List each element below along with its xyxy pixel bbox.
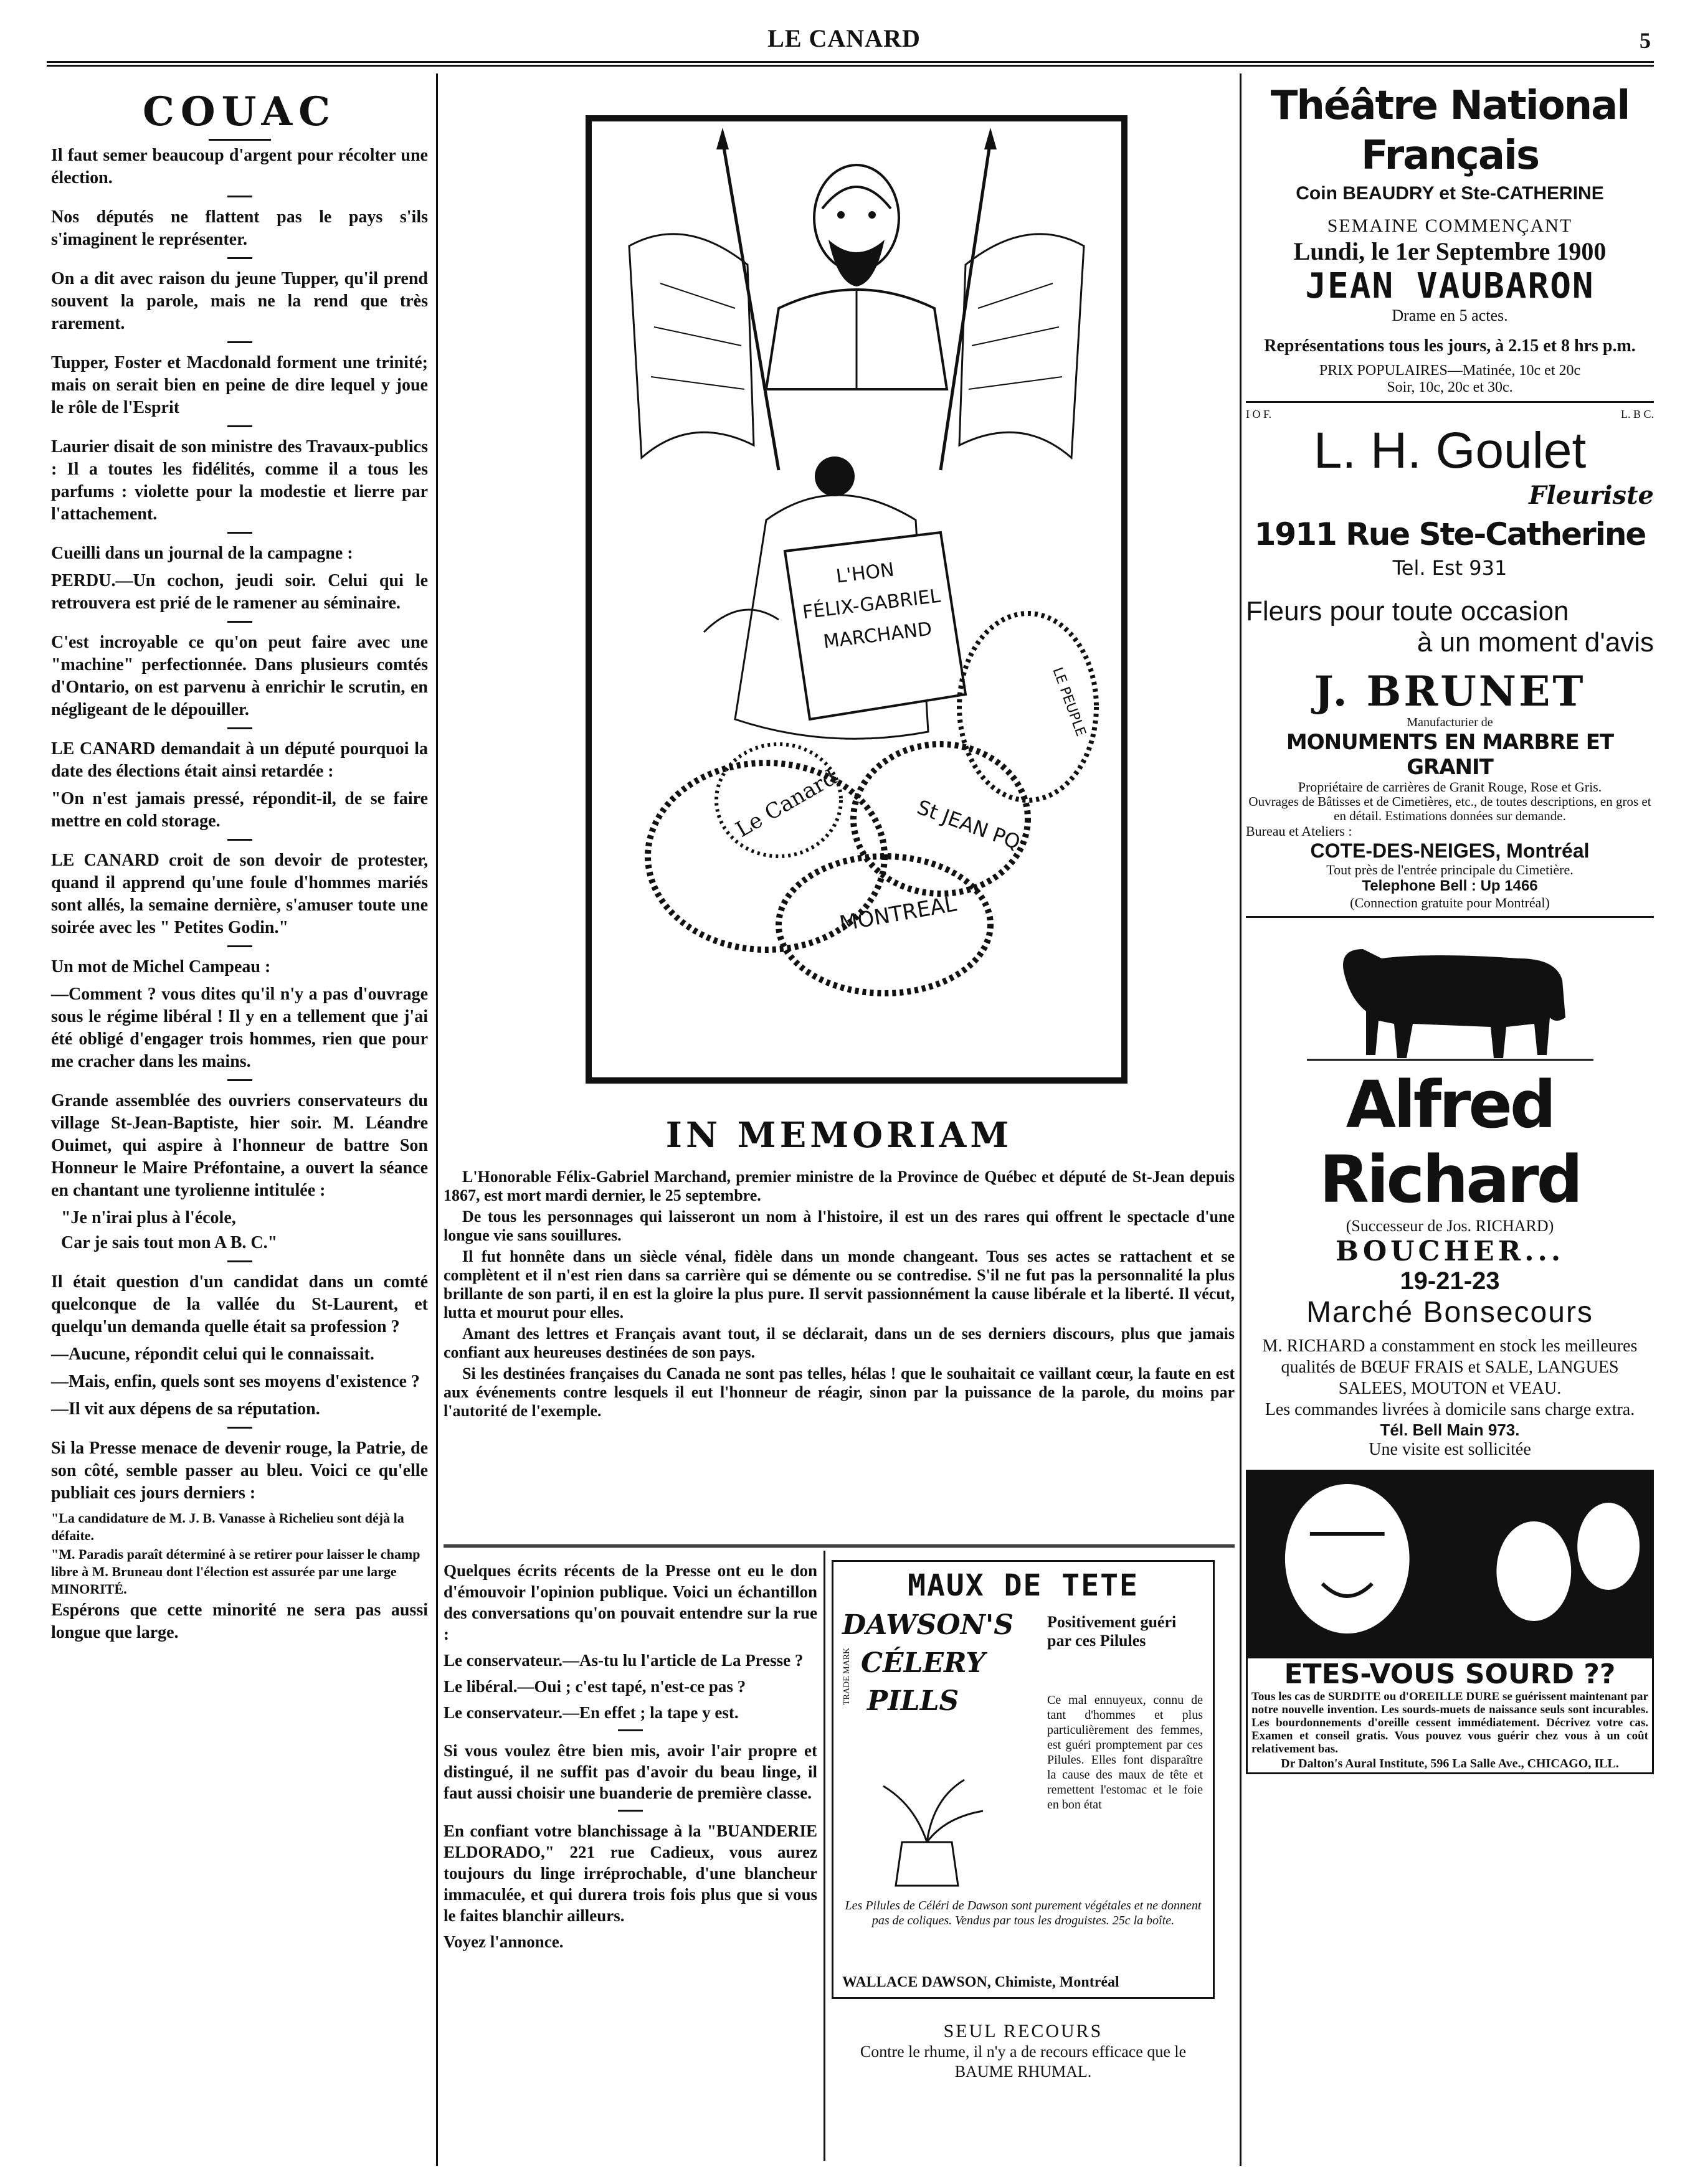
maux-claim: Positivement guéri par ces Pilules — [1047, 1613, 1177, 1650]
couac-paragraph: Si la Presse menace de devenir rouge, la Patrie, de son côté, semble passer au bleu. Voici ce qu'elle publiait ces jours derniers : — [51, 1439, 428, 1503]
couac-paragraph: —Comment ? vous dites qu'il n'y a pas d'ouvrage sous le régime libéral ! Il y en a tellement que j'ai été obligé d'engager trois hommes, rien que pour me cracher dans les mains. — [51, 985, 428, 1071]
ad-divider — [1246, 401, 1654, 403]
couac-column — [51, 81, 428, 1649]
couac-title: COUAC — [51, 88, 428, 141]
brunet-location: COTE-DES-NEIGES, Montréal — [1310, 839, 1590, 862]
page-number: 5 — [1640, 28, 1651, 53]
sourd-footer: Dr Dalton's Aural Institute, 596 La Salle Ave., CHICAGO, ILL. — [1281, 1757, 1619, 1770]
maux-headline: MAUX DE TETE — [908, 1568, 1139, 1603]
presse-paragraph: Le libéral.—Oui ; c'est tapé, n'est-ce pas ? — [444, 1677, 746, 1696]
separator-dash — [227, 341, 252, 343]
theatre-play: JEAN VAUBARON — [1305, 266, 1595, 306]
couac-song-line: Car je sais tout mon A B. C." — [61, 1233, 278, 1252]
richard-market: Marché Bonsecours — [1306, 1296, 1593, 1329]
maux-brand-line: PILLS — [867, 1685, 959, 1717]
couac-paragraph: PERDU.—Un cochon, jeudi soir. Celui qui le retrouvera est prié de le ramener au séminaire. — [51, 571, 428, 613]
presse-paragraph: En confiant votre blanchissage à la "BUANDERIE ELDORADO," 221 rue Cadieux, vous aurez toujours du linge irréprochable, d'une blancheur immaculée, et qui durera trois fois plus que si vous le faites blanchir ailleurs. — [444, 1822, 817, 1925]
memorial-title: IN MEMORIAM — [665, 1115, 1013, 1156]
brunet-detail: Propriétaire de carrières de Granit Rouge, Rose et Gris. — [1298, 779, 1602, 795]
memorial-scroll-line-2: FÉLIX-GABRIEL — [801, 585, 942, 624]
couac-citation: "M. Paradis paraît déterminé à se retirer pour laisser le champ libre à M. Bruneau dont l'élection est assurée par une large MINORITÉ. — [51, 1546, 420, 1597]
couac-citation: "La candidature de M. J. B. Vanasse à Richelieu sont déjà la défaite. — [51, 1510, 404, 1543]
brunet-detail: Ouvrages de Bâtisses et de Cimetières, etc., de toutes descriptions, en gros et en détail. Estimations données sur demande. — [1248, 794, 1651, 823]
separator-dash — [618, 1810, 643, 1812]
memorial-paragraph: Si les destinées françaises du Canada ne sont pas telles, hélas ! que le souhaitait ce vaillant cœur, la faute en est aux événements contre lesquels il eut l'honneur de réagir, sinon par la puissance de la parole, du moins par l'autorité de l'exemple. — [444, 1364, 1235, 1420]
memorial-wreath-label: Le Canard — [731, 765, 842, 843]
column-rule-right — [1240, 73, 1241, 2166]
brunet-title: Manufacturier de — [1407, 716, 1493, 729]
couac-paragraph: —Mais, enfin, quels sont ses moyens d'existence ? — [51, 1372, 420, 1391]
seul-body: Contre le rhume, il n'y a de recours efficace que le BAUME RHUMAL. — [860, 2043, 1187, 2081]
couac-paragraph: —Aucune, répondit celui qui le connaissait. — [51, 1345, 374, 1364]
memorial-wreath-label: St JEAN PQ — [914, 795, 1023, 854]
presse-paragraph: Voyez l'annonce. — [444, 1932, 564, 1951]
goulet-slogan: à un moment d'avis — [1417, 627, 1654, 658]
theatre-genre: Drame en 5 actes. — [1392, 306, 1508, 324]
separator-dash — [227, 425, 252, 427]
richard-successor: (Successeur de Jos. RICHARD) — [1346, 1217, 1554, 1235]
presse-paragraph: Quelques écrits récents de la Presse ont eu le don d'émouvoir l'opinion publique. Voici un échantillon des conversations qu'on pouvait entendre sur la rue : — [444, 1561, 817, 1643]
sourd-illustration — [1248, 1472, 1652, 1658]
goulet-slogan: Fleurs pour toute occasion — [1246, 596, 1569, 626]
separator-dash — [227, 727, 252, 729]
masthead — [37, 24, 1651, 61]
couac-paragraph: Cueilli dans un journal de la campagne : — [51, 544, 353, 563]
couac-paragraph: Nos députés ne flattent pas le pays s'ils s'imaginent le représenter. — [51, 207, 428, 249]
couac-paragraph: Tupper, Foster et Macdonald forment une trinité; mais on serait bien en peine de dire lequel y joue le rôle de l'Esprit — [51, 353, 428, 417]
presse-column — [444, 1560, 817, 1957]
memorial-ribbon-label: LE PEUPLE — [1049, 665, 1089, 739]
richard-name: Alfred Richard — [1319, 1067, 1581, 1217]
memorial-paragraph: De tous les personnages qui laisseront un nom à l'histoire, il est un des rares qui offrent le spectacle d'une longue vie sans souillures. — [444, 1208, 1235, 1244]
brunet-detail: Tout près de l'entrée principale du Cimetière. — [1326, 862, 1574, 877]
ad-divider — [1246, 916, 1654, 918]
goulet-trade: Fleuriste — [1529, 481, 1654, 510]
richard-trade: BOUCHER... — [1335, 1236, 1565, 1267]
newspaper-title: LE CANARD — [767, 24, 921, 52]
couac-paragraph: Il était question d'un candidat dans un comté quelconque de la vallée du St-Laurent, et quelqu'un demanda quelle était sa profession ? — [51, 1272, 428, 1336]
theatre-week: SEMAINE COMMENÇANT — [1327, 215, 1573, 236]
memorial-paragraph: Amant des lettres et Français avant tout, il se déclarait, dans un de ses derniers discours, plus que jamais confiant aux heureuses destinées de son pays. — [444, 1325, 1235, 1361]
brunet-detail: (Connection gratuite pour Montréal) — [1350, 895, 1550, 910]
separator-dash — [227, 839, 252, 841]
memorial-illustration — [586, 115, 1127, 1084]
couac-quote: "On n'est jamais pressé, répondit-il, de se faire mettre en cold storage. — [51, 789, 428, 831]
richard-ad — [1246, 924, 1654, 1460]
separator-dash — [227, 945, 252, 947]
richard-tel: Tél. Bell Main 973. — [1380, 1421, 1520, 1439]
brunet-name: J. BRUNET — [1314, 667, 1586, 716]
top-rule — [47, 61, 1654, 67]
goulet-address: 1911 Rue Ste-Catherine — [1254, 516, 1646, 552]
memorial-paragraph: L'Honorable Félix-Gabriel Marchand, premier ministre de la Province de Québec et député de St-Jean depuis 1867, est mort mardi dernier, le 25 septembre. — [444, 1168, 1235, 1204]
couac-paragraph: Il faut semer beaucoup d'argent pour récolter une élection. — [51, 146, 428, 187]
presse-paragraph: Si vous voulez être bien mis, avoir l'air propre et distingué, il ne suffit pas d'avoir du beau linge, il faut aussi choisir une buanderie de première classe. — [444, 1741, 817, 1802]
memorial-wreath-label: MONTREAL — [837, 891, 959, 937]
memorial-scroll-line-1: L'HON — [835, 559, 896, 588]
maux-de-tete-ad — [832, 1560, 1215, 1999]
richard-body: Les commandes livrées à domicile sans charge extra. — [1265, 1400, 1635, 1419]
couac-paragraph: Laurier disait de son ministre des Travaux-publics : Il a toutes les fidélités, comme il a tous les parfums : violette pour la modestie et lierre par l'attachement. — [51, 437, 428, 524]
separator-dash — [227, 1079, 252, 1081]
goulet-corner-left: I O F. — [1246, 408, 1272, 420]
separator-dash — [227, 257, 252, 259]
theatre-ad — [1246, 81, 1654, 396]
brunet-phone: Telephone Bell : Up 1466 — [1362, 877, 1538, 894]
theatre-prices: Soir, 10c, 20c et 30c. — [1387, 379, 1513, 395]
seul-title: SEUL RECOURS — [943, 2021, 1103, 2041]
memorial-scroll-line-3: MARCHAND — [822, 618, 933, 653]
maux-trade-mark: TRADE MARK — [842, 1647, 852, 1705]
separator-dash — [227, 196, 252, 197]
presse-paragraph: Le conservateur.—As-tu lu l'article de La Presse ? — [444, 1651, 804, 1670]
couac-song-line: "Je n'irai plus à l'école, — [61, 1208, 236, 1227]
ads-column — [1246, 81, 1654, 1774]
richard-visit: Une visite est sollicitée — [1369, 1440, 1531, 1459]
presse-paragraph: Le conservateur.—En effet ; la tape y est. — [444, 1703, 739, 1722]
separator-dash — [227, 1427, 252, 1429]
couac-paragraph: On a dit avec raison du jeune Tupper, qu'il prend souvent la parole, mais ne la rend que très rarement. — [51, 269, 428, 333]
maux-footnote: Les Pilules de Céléri de Dawson sont purement végétales et ne donnent pas de coliques. Vendus par tous les droguistes. 25c la boîte. — [845, 1899, 1202, 1927]
sourd-ad — [1246, 1470, 1654, 1774]
maux-brand-line: CÉLERY — [861, 1647, 985, 1679]
theatre-prices: PRIX POPULAIRES—Matinée, 10c et 20c — [1319, 362, 1581, 379]
goulet-corners — [1246, 408, 1654, 421]
memorial-drawing — [592, 121, 1121, 1077]
brunet-ad — [1246, 667, 1654, 911]
separator-dash — [227, 532, 252, 534]
couac-paragraph: C'est incroyable ce qu'on peut faire avec une "machine" perfectionnée. Dans plusieurs comtés d'Ontario, on est parvenu à enrichir le scrutin, en négligeant de le dépouiller. — [51, 633, 428, 719]
memorial-paragraph: Il fut honnête dans un siècle vénal, fidèle dans un monde changeant. Tous ses actes se rattachent et se complètent et il n'est rien dans sa carrière qui se démente ou se contredise. S'il ne fut pas la personnalité la plus brillante de son parti, il en est la gloire la plus pure. Il servit passionnément la cause libérale et la liberté. Il vécut, lutta et mourut pour elles. — [444, 1247, 1235, 1321]
celery-illustration — [858, 1767, 995, 1892]
column-rule-left — [436, 73, 438, 2166]
middle-rule — [444, 1544, 1235, 1548]
memorial-article — [444, 1168, 1235, 1423]
couac-paragraph: LE CANARD croit de son devoir de protester, quand il apprend qu'une foule d'hommes mariés sont allés, la semaine dernière, s'amuser toute une soirée avec les " Petites Godin." — [51, 851, 428, 937]
brunet-detail: Bureau et Ateliers : — [1246, 823, 1352, 839]
goulet-ad — [1246, 408, 1654, 658]
couac-paragraph: —Il vit aux dépens de sa réputation. — [51, 1399, 320, 1419]
theatre-address: Coin BEAUDRY et Ste-CATHERINE — [1296, 183, 1604, 204]
seul-recours-ad — [832, 2021, 1215, 2082]
goulet-corner-right: L. B C. — [1620, 408, 1654, 420]
maux-maker: WALLACE DAWSON, Chimiste, Montréal — [842, 1974, 1119, 1990]
cow-illustration — [1307, 924, 1593, 1067]
theatre-date: Lundi, le 1er Septembre 1900 — [1293, 237, 1607, 265]
goulet-name: L. H. Goulet — [1313, 422, 1587, 479]
brunet-products: MONUMENTS EN MARBRE ET GRANIT — [1286, 730, 1614, 780]
couac-paragraph: LE CANARD demandait à un député pourquoi la date des élections était ainsi retardée : — [51, 739, 428, 781]
theatre-name: Théâtre National Français — [1270, 83, 1630, 179]
separator-dash — [227, 621, 252, 623]
richard-body: M. RICHARD a constamment en stock les meilleures qualités de BŒUF FRAIS et SALE, LANGUES SALEES, MOUTON et VEAU. — [1262, 1336, 1638, 1398]
couac-paragraph: Un mot de Michel Campeau : — [51, 957, 271, 976]
goulet-tel: Tel. Est 931 — [1392, 556, 1507, 580]
separator-dash — [618, 1729, 643, 1731]
richard-numbers: 19-21-23 — [1400, 1267, 1500, 1295]
theatre-shows: Représentations tous les jours, à 2.15 et 8 hrs p.m. — [1264, 336, 1636, 356]
sourd-title: ETES-VOUS SOURD ?? — [1284, 1658, 1616, 1690]
column-rule-bottom-middle — [824, 1551, 825, 2161]
couac-paragraph: Espérons que cette minorité ne sera pas aussi longue que large. — [51, 1600, 428, 1642]
separator-dash — [227, 1260, 252, 1262]
couac-paragraph: Grande assemblée des ouvriers conservateurs du village St-Jean-Baptiste, hier soir. M. Léandre Ouimet, qui aspire à l'honneur de battre Son Honneur le Maire Préfontaine, a ouvert la séance en chantant une tyrolienne intitulée : — [51, 1091, 428, 1200]
maux-brand-line: DAWSON'S — [842, 1609, 1014, 1641]
sourd-body: Tous les cas de SURDITE ou d'OREILLE DURE se guérissent maintenant par notre nouvelle invention. Les sourds-muets de naissance seuls sont incurables. Les bourdonnements d'oreille cessent immédiatement. Décrivez votre cas. Examen et conseil gratis. Vous pouvez vous guérir chez vous à un coût relativement bas. — [1251, 1690, 1648, 1756]
maux-description: Ce mal ennuyeux, connu de tant d'hommes et plus particulièrement des femmes, est guéri promptement par ces Pilules. Elles font disparaître la cause des maux de tête et remettent l'estomac et le foie en bon état — [1047, 1693, 1203, 1812]
